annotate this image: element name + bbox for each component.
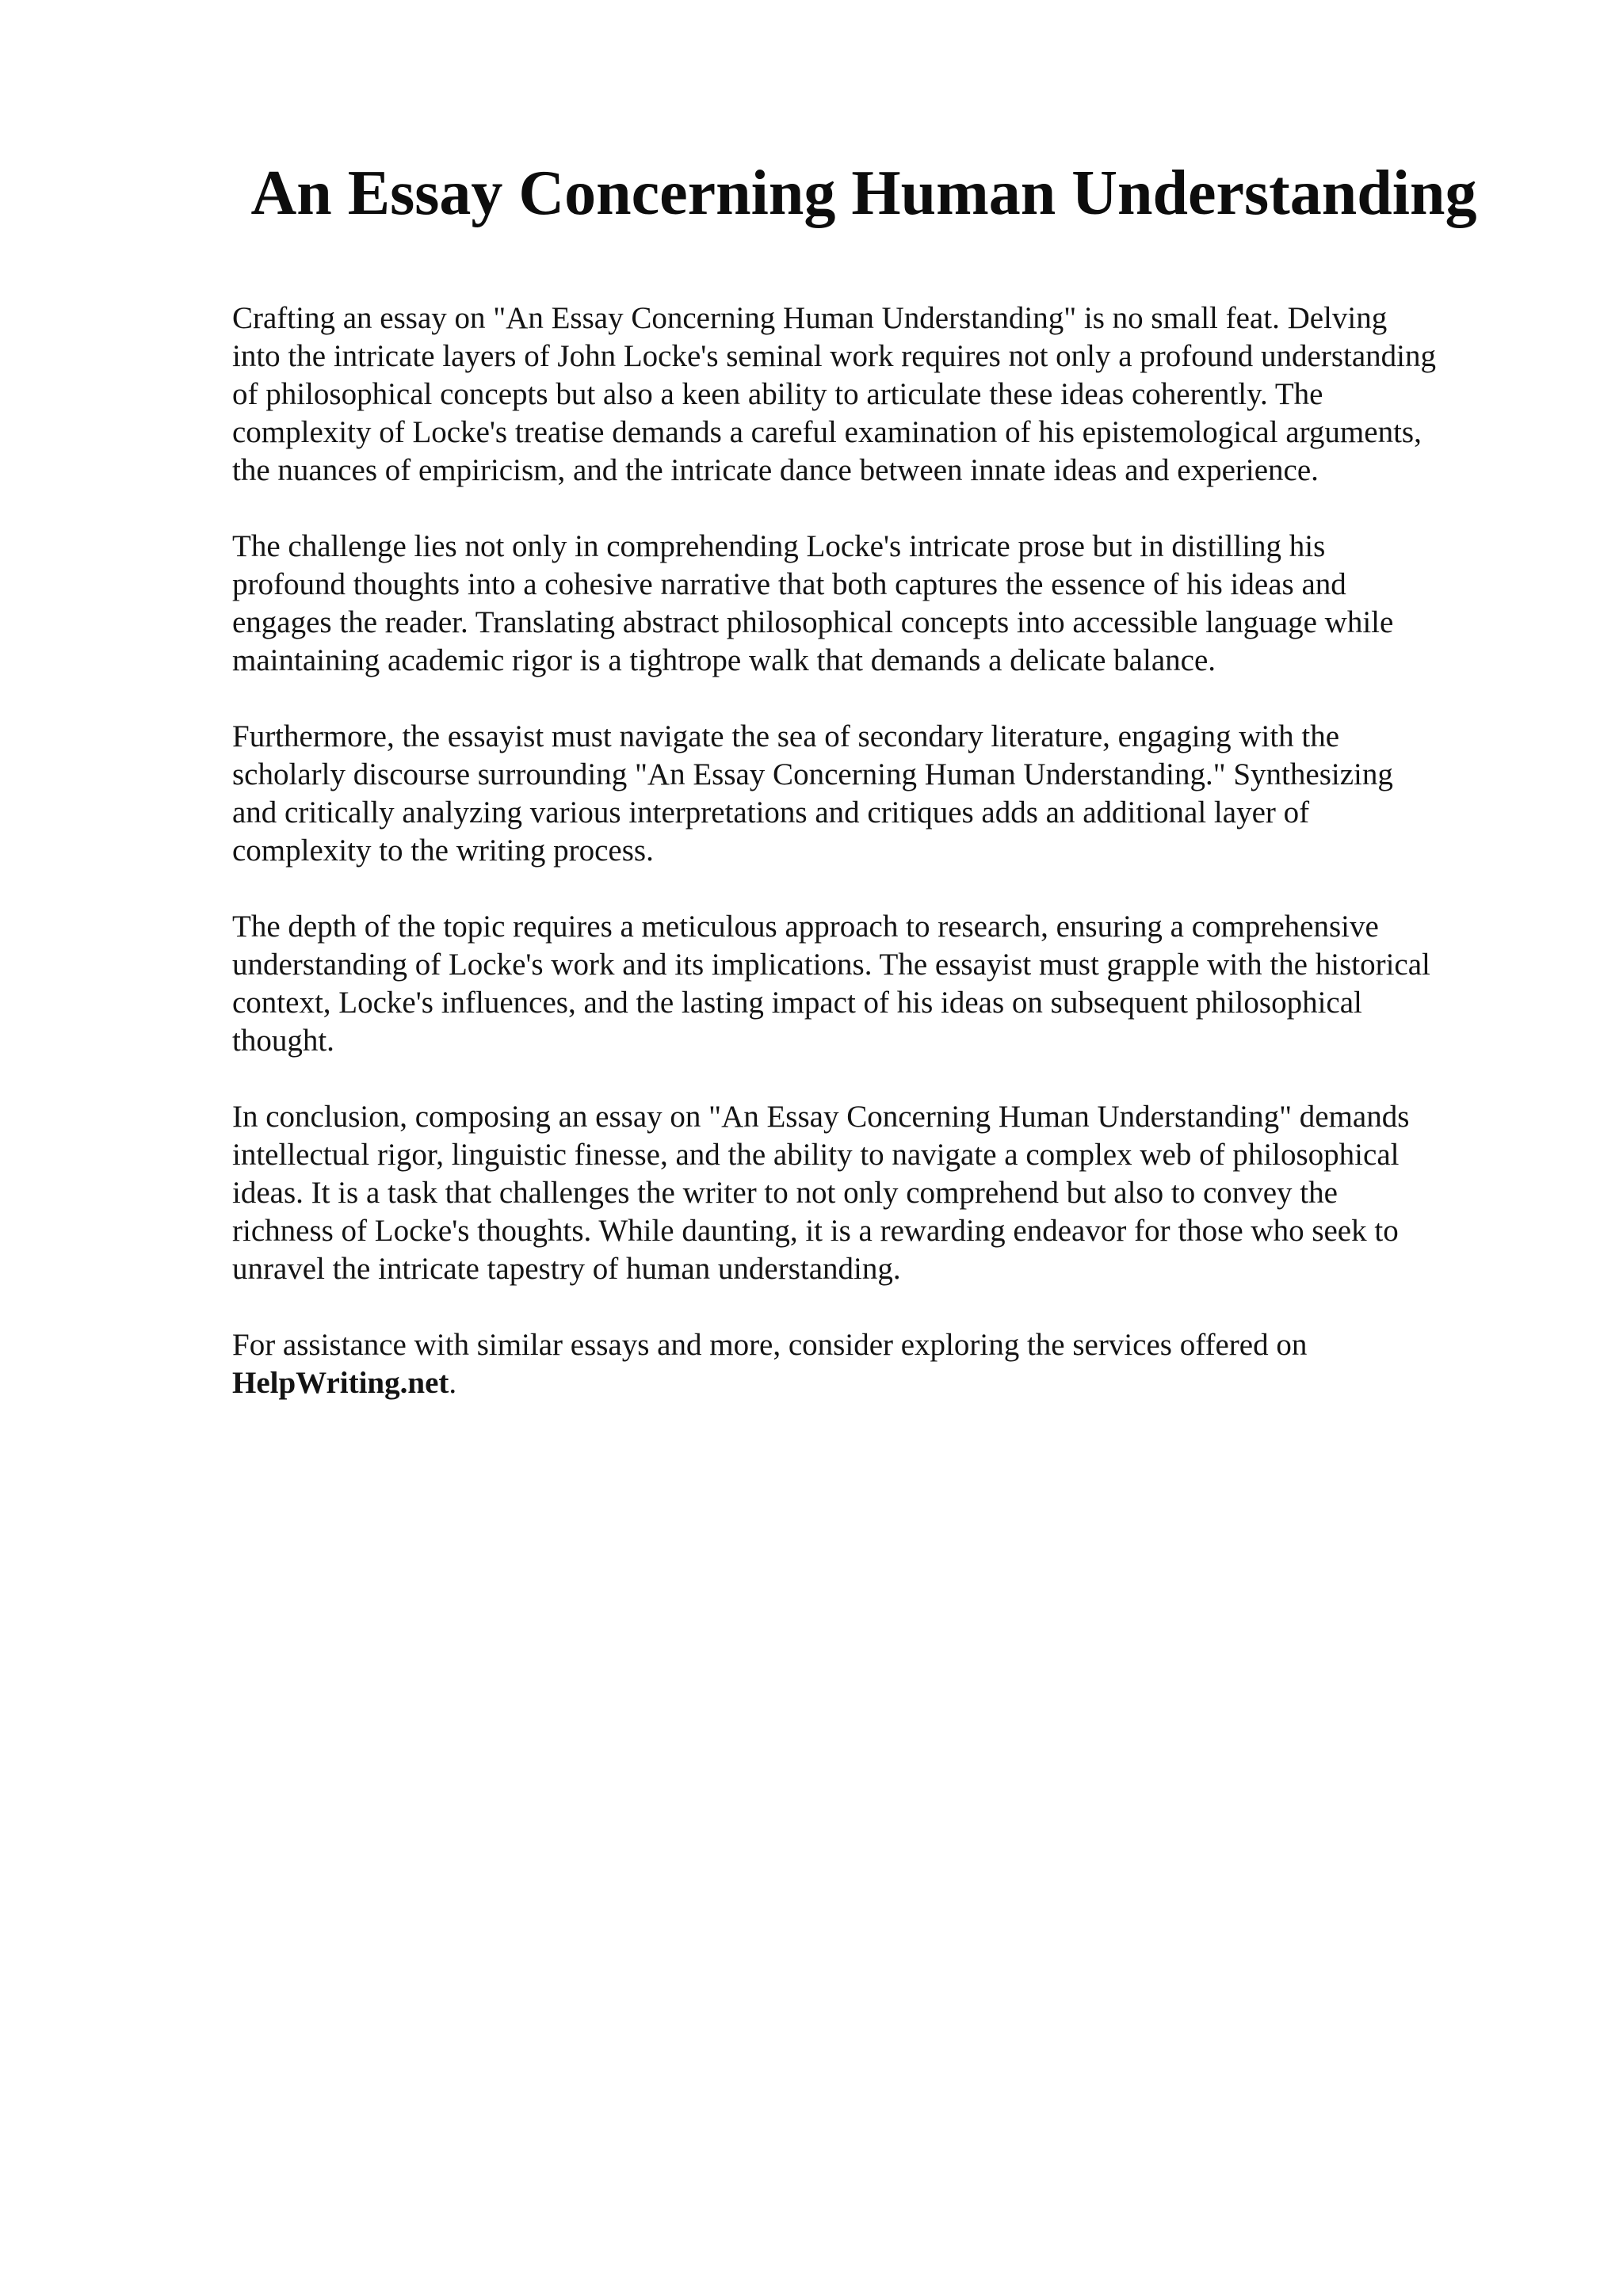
paragraph-line: engages the reader. Translating abstract philosophical concepts into accessible language while [232,605,1394,639]
paragraph-line: The depth of the topic requires a meticulous approach to research, ensuring a comprehensive [232,910,1379,944]
closing-line-2 [232,1364,1516,1402]
paragraph-line: In conclusion, composing an essay on "An Essay Concerning Human Understanding" demands [232,1100,1410,1134]
paragraph-line: and critically analyzing various interpretations and critiques adds an additional layer of [232,795,1310,830]
document-body [232,299,1516,1440]
paragraph-line: context, Locke's influences, and the lasting impact of his ideas on subsequent philosophical [232,986,1362,1020]
paragraph-4 [232,908,1516,1060]
paragraph-line: scholarly discourse surrounding "An Essay Concerning Human Understanding." Synthesizing [232,757,1393,791]
paragraph-line: of philosophical concepts but also a keen ability to articulate these ideas coherently. The [232,377,1323,411]
closing-line: For assistance with similar essays and more, consider exploring the services offered on [232,1328,1308,1362]
closing-period: . [449,1366,457,1400]
paragraph-line: intellectual rigor, linguistic finesse, and the ability to navigate a complex web of philosophical [232,1138,1400,1172]
paragraph-2 [232,528,1516,680]
paragraph-1 [232,299,1516,490]
paragraph-line: understanding of Locke's work and its implications. The essayist must grapple with the historical [232,948,1430,982]
helpwriting-link[interactable]: HelpWriting.net [232,1366,449,1400]
paragraph-3 [232,718,1516,870]
paragraph-line: the nuances of empiricism, and the intricate dance between innate ideas and experience. [232,453,1319,487]
paragraph-line: Furthermore, the essayist must navigate the sea of secondary literature, engaging with the [232,719,1340,753]
paragraph-line: complexity to the writing process. [232,833,654,868]
paragraph-line: unravel the intricate tapestry of human understanding. [232,1252,901,1286]
closing-paragraph [232,1326,1516,1402]
paragraph-line: Crafting an essay on "An Essay Concerning Human Understanding" is no small feat. Delving [232,301,1388,335]
paragraph-line: thought. [232,1024,334,1058]
paragraph-5 [232,1098,1516,1288]
document-title: An Essay Concerning Human Understanding [250,158,1477,228]
paragraph-line: maintaining academic rigor is a tightrope walk that demands a delicate balance. [232,643,1216,677]
paragraph-line: complexity of Locke's treatise demands a careful examination of his epistemological arguments, [232,415,1422,449]
paragraph-line: into the intricate layers of John Locke's seminal work requires not only a profound understanding [232,339,1436,373]
paragraph-line: richness of Locke's thoughts. While daunting, it is a rewarding endeavor for those who seek to [232,1214,1399,1248]
paragraph-line: profound thoughts into a cohesive narrative that both captures the essence of his ideas and [232,567,1346,601]
paragraph-line: ideas. It is a task that challenges the writer to not only comprehend but also to convey the [232,1176,1338,1210]
paragraph-line: The challenge lies not only in comprehending Locke's intricate prose but in distilling his [232,529,1326,563]
